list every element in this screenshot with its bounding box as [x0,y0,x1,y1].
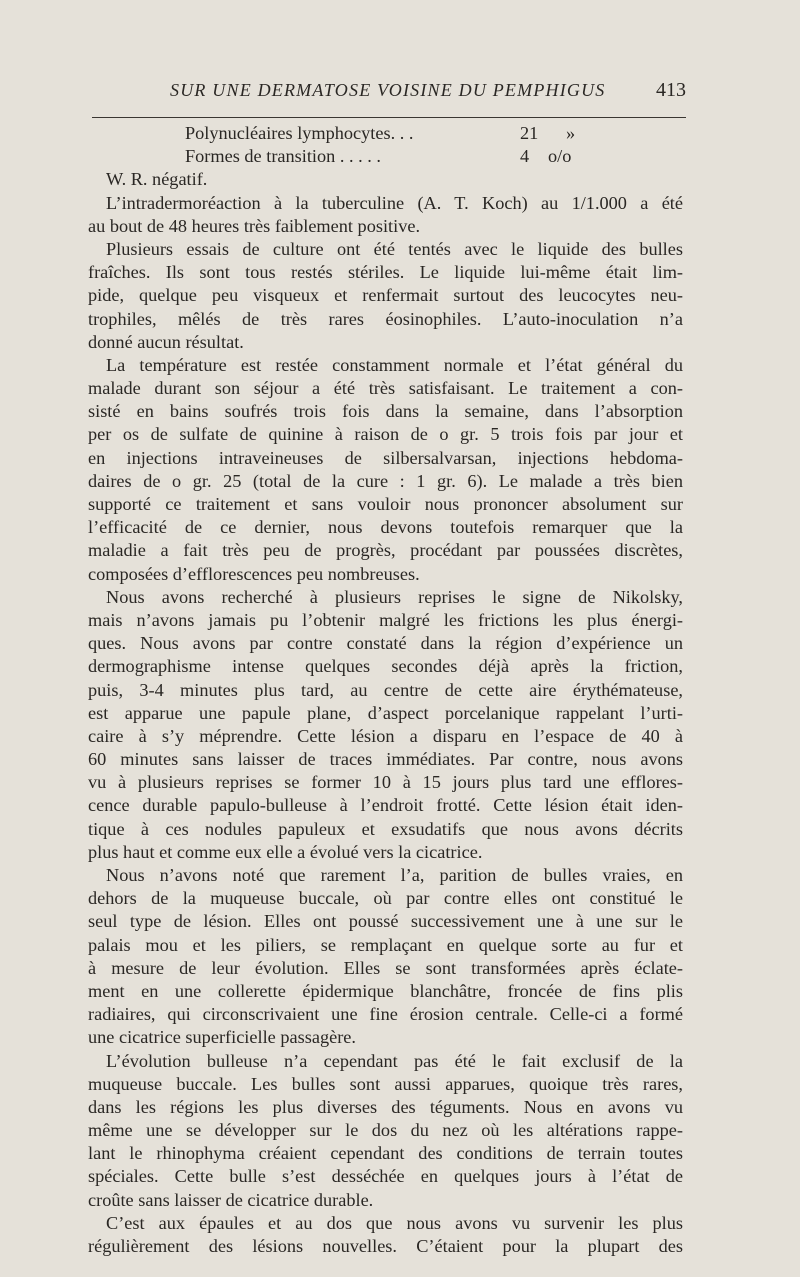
table-row-value: 4 [520,146,530,167]
text-line: caire à s’y méprendre. Cette lésion a disparu en l’espace de 40 à [88,725,683,746]
paragraph [88,238,683,354]
text-line: ques. Nous avons par contre constaté dans la région d’expérience un [88,633,683,654]
text-line: mais n’avons jamais pu l’obtenir malgré les frictions les plus énergi- [88,609,683,630]
text-line: composées d’efflorescences peu nombreuses. [88,563,420,584]
paragraph [88,1212,683,1258]
text-line: dehors de la muqueuse buccale, où par contre elles ont constitué le [88,888,683,909]
text-line: au bout de 48 heures très faiblement positive. [88,215,421,236]
text-line: dans les régions les plus diverses des téguments. Nous en avons vu [88,1096,683,1117]
paragraph [88,354,683,586]
text-line: dermographisme intense quelques secondes déjà après la friction, [88,656,683,677]
table-row-label: Polynucléaires lymphocytes. . . [185,123,414,143]
text-line: per os de sulfate de quinine à raison de o gr. 5 trois fois par jour et [88,424,683,445]
text-line: fraîches. Ils sont tous restés stériles. Le liquide lui-même était lim- [88,262,683,283]
text-line: supporté ce traitement et sans vouloir nous prononcer absolument sur [88,494,683,514]
header-rule [92,117,686,118]
text-line: L’intradermoréaction à la tuberculine (A. T. Koch) au 1/1.000 a été [106,192,683,213]
text-line: Nous avons recherché à plusieurs reprises le signe de Nikolsky, [106,586,683,607]
paragraph [88,1050,683,1212]
text-line: palais mou et les piliers, se remplaçant en quelque sorte au fur et [88,934,683,955]
text-line: cence durable papulo-bulleuse à l’endroit frotté. Cette lésion était iden- [88,795,683,816]
table-row-label: Formes de transition . . . . . [185,146,381,167]
running-title: SUR UNE DERMATOSE VOISINE DU PEMPHIGUS [170,80,606,100]
body-text [88,122,683,1258]
text-line: croûte sans laisser de cicatrice durable. [88,1189,374,1210]
text-line: W. R. négatif. [106,169,208,190]
paragraph [88,192,683,238]
text-line: spéciales. Cette bulle s’est desséchée en quelques jours à l’état de [88,1166,683,1187]
text-line: puis, 3-4 minutes plus tard, au centre de cette aire érythémateuse, [88,679,683,700]
text-line: vu à plusieurs reprises se former 10 à 15 jours plus tard une efflores- [88,772,683,793]
table-row-value: 21 [520,123,539,143]
text-line: Plusieurs essais de culture ont été tentés avec le liquide des bulles [106,238,683,259]
running-header [88,76,686,106]
paragraph [88,586,683,864]
text-line: même une se développer sur le dos du nez où les altérations rappe- [88,1120,683,1141]
text-line: C’est aux épaules et au dos que nous avons vu survenir les plus [106,1212,683,1233]
text-line: malade durant son séjour a été très satisfaisant. Le traitement a con- [88,378,683,399]
text-line: seul type de lésion. Elles ont poussé successivement une à une sur le [88,911,683,932]
text-line: ment en une collerette épidermique blanchâtre, froncée de fins plis [88,980,683,1001]
paragraph [88,864,683,1050]
text-line: L’évolution bulleuse n’a cependant pas été le fait exclusif de la [106,1050,683,1071]
text-line: daires de o gr. 25 (total de la cure : 1 gr. 6). Le malade a très bien [88,470,683,491]
text-line: lant le rhinophyma créaient cependant des conditions de terrain toutes [88,1143,683,1164]
text-line: muqueuse buccale. Les bulles sont aussi apparues, quoique très rares, [88,1073,683,1094]
text-line: l’efficacité de ce dernier, nous devons toutefois remarquer que la [88,517,683,538]
text-line: régulièrement des lésions nouvelles. C’étaient pour la plupart des [88,1236,683,1256]
text-line: pide, quelque peu visqueux et renfermait surtout des leucocytes neu- [88,285,683,306]
text-line: La température est restée constamment normale et l’état général du [106,354,683,375]
paragraph [88,168,683,191]
text-line: plus haut et comme eux elle a évolué vers la cicatrice. [88,841,483,862]
text-line: est apparue une papule plane, d’aspect porcelanique rappelant l’urti- [88,702,683,723]
text-line: sisté en bains soufrés trois fois dans la semaine, dans l’absorption [88,401,683,422]
text-line: trophiles, mêlés de très rares éosinophiles. L’auto-inoculation n’a [88,308,683,329]
text-line: maladie a fait très peu de progrès, procédant par poussées discrètes, [88,540,683,561]
text-line: donné aucun résultat. [88,331,244,352]
text-line: une cicatrice superficielle passagère. [88,1027,356,1048]
text-line: tique à ces nodules papuleux et exsudatifs que nous avons décrits [88,818,683,839]
page-number: 413 [656,79,686,101]
text-line: 60 minutes sans laisser de traces immédiates. Par contre, nous avons [88,749,683,770]
table-row [88,145,683,168]
text-line: en injections intraveineuses de silbersalvarsan, injections hebdoma- [88,447,683,468]
table-row-unit: » [566,123,576,143]
text-line: radiaires, qui circonscrivaient une fine érosion centrale. Celle-ci a formé [88,1004,683,1025]
table-row-unit: o/o [548,146,572,167]
text-line: Nous n’avons noté que rarement l’a, parition de bulles vraies, en [106,865,683,885]
table-row [88,122,683,145]
text-line: à mesure de leur évolution. Elles se sont transformées après éclate- [88,957,683,978]
